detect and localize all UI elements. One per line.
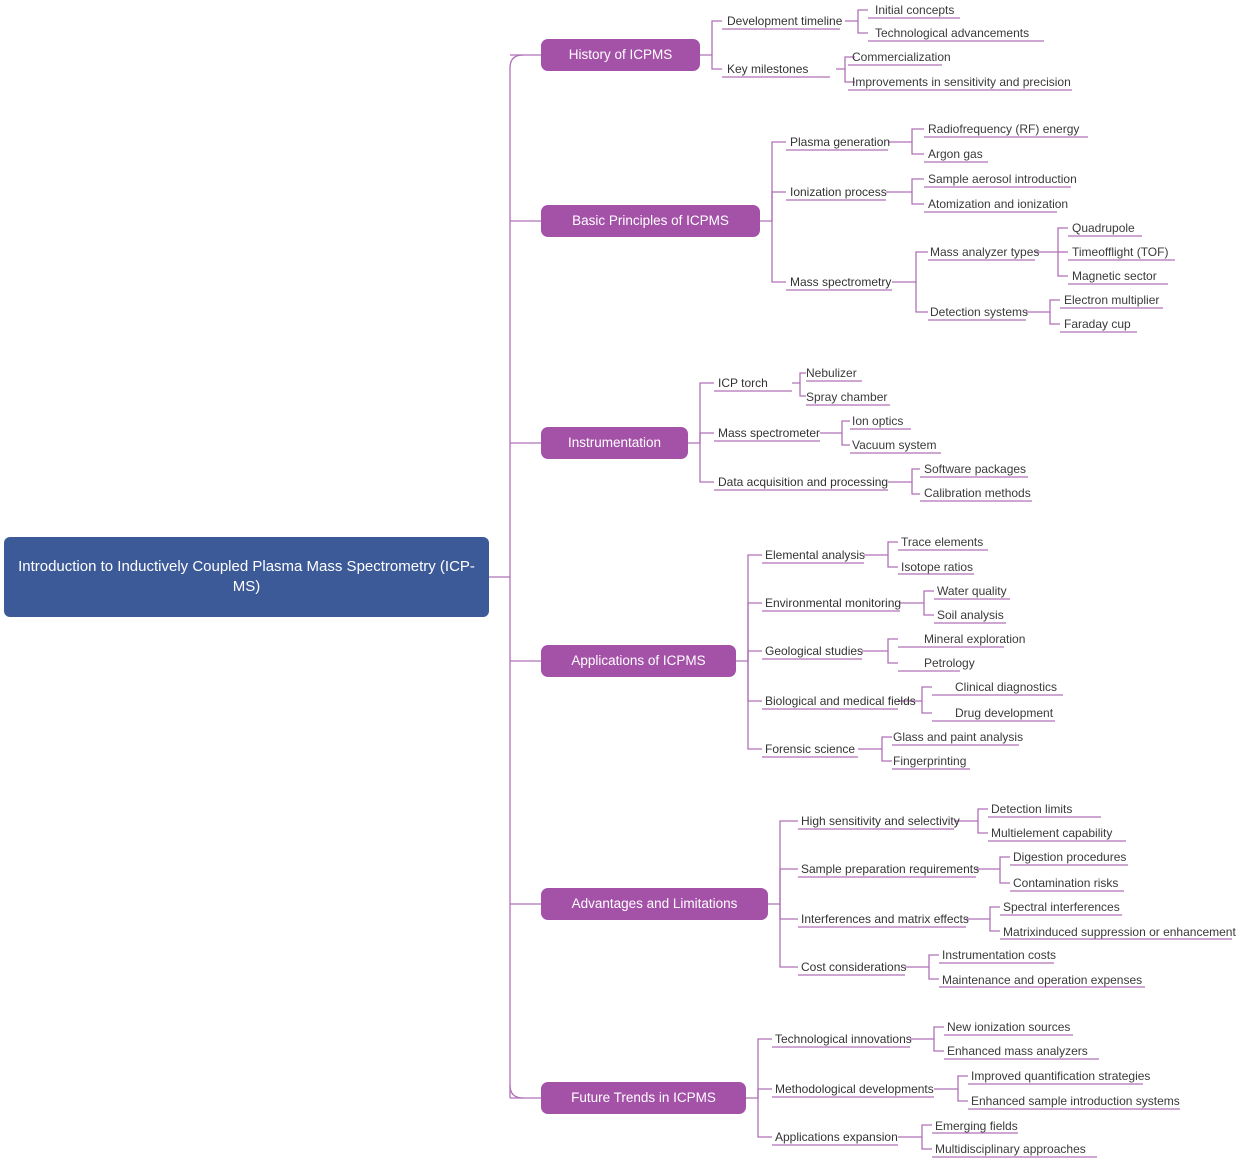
node-glass-paint-analysis[interactable]: Glass and paint analysis — [893, 730, 1024, 744]
branch-node-history[interactable]: History of ICPMS — [541, 39, 700, 71]
root-node[interactable]: Introduction to Inductively Coupled Plasma Mass Spectrometry (ICP-MS) — [4, 537, 489, 617]
node-drug-development[interactable]: Drug development — [955, 706, 1054, 720]
node-forensic-science[interactable]: Forensic science — [765, 742, 856, 756]
node-improvements-sensitivity[interactable]: Improvements in sensitivity and precision — [852, 75, 1071, 89]
node-new-ionization-sources[interactable]: New ionization sources — [947, 1020, 1071, 1034]
node-interferences-matrix[interactable]: Interferences and matrix effects — [801, 912, 969, 926]
node-tof[interactable]: Timeofflight (TOF) — [1072, 245, 1169, 259]
node-nebulizer[interactable]: Nebulizer — [806, 366, 857, 380]
node-emerging-fields[interactable]: Emerging fields — [935, 1119, 1018, 1133]
node-fingerprinting[interactable]: Fingerprinting — [893, 754, 967, 768]
branch-node-basic-principles[interactable]: Basic Principles of ICPMS — [541, 205, 760, 237]
node-spectral-interferences[interactable]: Spectral interferences — [1003, 900, 1120, 914]
node-digestion-procedures[interactable]: Digestion procedures — [1013, 850, 1127, 864]
node-geological-studies[interactable]: Geological studies — [765, 644, 864, 658]
node-icp-torch[interactable]: ICP torch — [718, 376, 768, 390]
node-mass-spectrometer[interactable]: Mass spectrometer — [718, 426, 821, 440]
node-enhanced-mass-analyzers[interactable]: Enhanced mass analyzers — [947, 1044, 1088, 1058]
node-cost-considerations[interactable]: Cost considerations — [801, 960, 907, 974]
node-enhanced-sample-introduction[interactable]: Enhanced sample introduction systems — [971, 1094, 1180, 1108]
branch-node-applications[interactable]: Applications of ICPMS — [541, 645, 736, 677]
node-magnetic-sector[interactable]: Magnetic sector — [1072, 269, 1157, 283]
node-calibration-methods[interactable]: Calibration methods — [924, 486, 1031, 500]
node-plasma-generation[interactable]: Plasma generation — [790, 135, 891, 149]
node-isotope-ratios[interactable]: Isotope ratios — [901, 560, 974, 574]
node-trace-elements[interactable]: Trace elements — [901, 535, 984, 549]
node-key-milestones[interactable]: Key milestones — [727, 62, 809, 76]
branch-node-advantages[interactable]: Advantages and Limitations — [541, 888, 768, 920]
node-sample-preparation[interactable]: Sample preparation requirements — [801, 862, 980, 876]
node-software-packages[interactable]: Software packages — [924, 462, 1027, 476]
branch-node-future-trends[interactable]: Future Trends in ICPMS — [541, 1082, 746, 1114]
node-multidisciplinary-approaches[interactable]: Multidisciplinary approaches — [935, 1142, 1086, 1156]
node-clinical-diagnostics[interactable]: Clinical diagnostics — [955, 680, 1058, 694]
node-detection-systems[interactable]: Detection systems — [930, 305, 1029, 319]
node-initial-concepts[interactable]: Initial concepts — [875, 3, 955, 17]
node-atomization-ionization[interactable]: Atomization and ionization — [928, 197, 1069, 211]
node-development-timeline[interactable]: Development timeline — [727, 14, 843, 28]
node-applications-expansion[interactable]: Applications expansion — [775, 1130, 898, 1144]
node-technological-advancements[interactable]: Technological advancements — [875, 26, 1030, 40]
node-ion-optics[interactable]: Ion optics — [852, 414, 904, 428]
node-elemental-analysis[interactable]: Elemental analysis — [765, 548, 866, 562]
node-quadrupole[interactable]: Quadrupole — [1072, 221, 1135, 235]
node-high-sensitivity[interactable]: High sensitivity and selectivity — [801, 814, 960, 828]
node-soil-analysis[interactable]: Soil analysis — [937, 608, 1004, 622]
node-data-acquisition[interactable]: Data acquisition and processing — [718, 475, 889, 489]
node-methodological-developments[interactable]: Methodological developments — [775, 1082, 934, 1096]
node-sample-aerosol-introduction[interactable]: Sample aerosol introduction — [928, 172, 1077, 186]
node-mass-spectrometry[interactable]: Mass spectrometry — [790, 275, 892, 289]
node-rf-energy[interactable]: Radiofrequency (RF) energy — [928, 122, 1080, 136]
node-argon-gas[interactable]: Argon gas — [928, 147, 983, 161]
node-matrix-suppression[interactable]: Matrixinduced suppression or enhancement — [1003, 925, 1236, 939]
node-technological-innovations[interactable]: Technological innovations — [775, 1032, 912, 1046]
node-multielement-capability[interactable]: Multielement capability — [991, 826, 1113, 840]
node-instrumentation-costs[interactable]: Instrumentation costs — [942, 948, 1057, 962]
node-detection-limits[interactable]: Detection limits — [991, 802, 1073, 816]
node-ionization-process[interactable]: Ionization process — [790, 185, 887, 199]
node-environmental-monitoring[interactable]: Environmental monitoring — [765, 596, 902, 610]
branch-node-instrumentation[interactable]: Instrumentation — [541, 427, 688, 459]
node-maintenance-expenses[interactable]: Maintenance and operation expenses — [942, 973, 1143, 987]
node-spray-chamber[interactable]: Spray chamber — [806, 390, 888, 404]
node-petrology[interactable]: Petrology — [924, 656, 975, 670]
node-water-quality[interactable]: Water quality — [937, 584, 1007, 598]
node-vacuum-system[interactable]: Vacuum system — [852, 438, 937, 452]
node-commercialization[interactable]: Commercialization — [852, 50, 951, 64]
node-improved-quantification[interactable]: Improved quantification strategies — [971, 1069, 1151, 1083]
node-contamination-risks[interactable]: Contamination risks — [1013, 876, 1119, 890]
node-biological-medical[interactable]: Biological and medical fields — [765, 694, 916, 708]
node-mass-analyzer-types[interactable]: Mass analyzer types — [930, 245, 1040, 259]
node-electron-multiplier[interactable]: Electron multiplier — [1064, 293, 1160, 307]
node-mineral-exploration[interactable]: Mineral exploration — [924, 632, 1026, 646]
node-faraday-cup[interactable]: Faraday cup — [1064, 317, 1131, 331]
